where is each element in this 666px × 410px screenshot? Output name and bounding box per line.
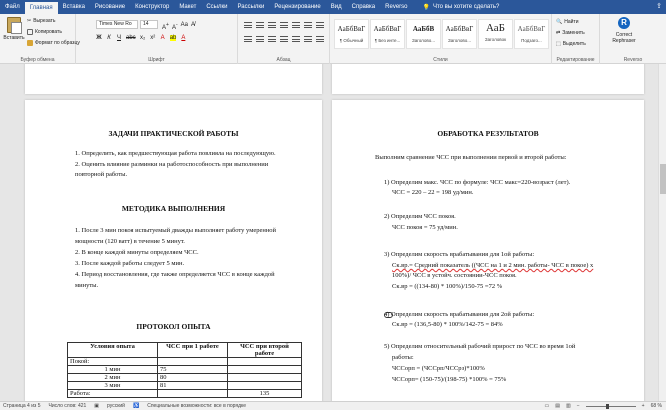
reverso-group-label: Reverso bbox=[623, 57, 643, 63]
zoom-slider[interactable] bbox=[586, 406, 636, 407]
style-name: Заголово... bbox=[412, 38, 435, 43]
heading-method: МЕТОДИКА ВЫПОЛНЕНИЯ bbox=[121, 204, 226, 213]
numbering-icon[interactable] bbox=[256, 22, 264, 28]
page-count[interactable]: Страница 4 из 5 bbox=[3, 403, 41, 409]
sort-icon[interactable] bbox=[304, 22, 312, 28]
align-right-icon[interactable] bbox=[268, 36, 276, 42]
bold-icon[interactable]: Ж bbox=[96, 35, 102, 41]
shading-icon[interactable] bbox=[304, 36, 312, 42]
language[interactable]: русский bbox=[107, 403, 125, 409]
document-page-right[interactable] bbox=[332, 100, 644, 401]
select-label: Выделить bbox=[562, 41, 586, 47]
highlight-icon[interactable]: ab bbox=[169, 35, 177, 41]
document-area bbox=[0, 64, 666, 401]
lightbulb-icon: 💡 bbox=[422, 4, 430, 11]
styles-group-label: Стили bbox=[433, 57, 448, 63]
reverso-icon: R bbox=[618, 17, 630, 29]
tab-file[interactable]: Файл bbox=[5, 4, 20, 10]
paragraph-row-1 bbox=[244, 22, 324, 28]
accessibility-icon[interactable]: ♿ bbox=[132, 403, 140, 409]
format-painter-button[interactable] bbox=[27, 40, 80, 46]
vertical-scrollbar[interactable] bbox=[658, 64, 666, 401]
tab-review[interactable]: Рецензирование bbox=[274, 4, 321, 10]
zoom-slider-knob[interactable] bbox=[606, 404, 609, 409]
tab-design[interactable]: Конструктор bbox=[135, 4, 170, 10]
tab-mailings[interactable]: Рассылки bbox=[237, 4, 265, 10]
brush-icon bbox=[27, 40, 33, 46]
results-line: 100%)/ ЧСС в устойч. состоянии-ЧСС покоя. bbox=[392, 272, 517, 279]
results-line: ЧССорп = (ЧССрп/ЧССрз)*100% bbox=[392, 365, 485, 372]
table-cell bbox=[158, 358, 228, 366]
tab-layout[interactable]: Макет bbox=[179, 4, 197, 10]
table-header: ЧСС при 1 работе bbox=[158, 343, 228, 358]
table-row bbox=[68, 358, 302, 366]
heading-tasks: ЗАДАЧИ ПРАКТИЧЕСКОЙ РАБОТЫ bbox=[108, 129, 239, 138]
grow-font-icon[interactable]: A+ bbox=[162, 22, 169, 31]
previous-page-left bbox=[25, 64, 322, 94]
table-row bbox=[68, 374, 302, 382]
replace-label: Заменить bbox=[562, 30, 585, 36]
clipboard-group bbox=[0, 14, 80, 64]
superscript-icon[interactable]: x² bbox=[150, 35, 156, 41]
results-line: 1) Определим макс. ЧСС по формуле: ЧСС макс=220-возраст (лет). bbox=[384, 179, 571, 186]
find-label: Найти bbox=[564, 19, 579, 25]
table-row bbox=[68, 390, 302, 398]
bullets-icon[interactable] bbox=[244, 22, 252, 28]
change-case-icon[interactable]: Aa bbox=[180, 22, 188, 28]
table-cell: 3 мин bbox=[68, 382, 158, 390]
table-header: Условия опыта bbox=[68, 343, 158, 358]
cut-label: Вырезать bbox=[33, 18, 56, 24]
results-line: 2) Определим ЧСС покоя. bbox=[384, 213, 456, 220]
style-name: ¶ Обычный bbox=[339, 38, 364, 43]
tab-insert[interactable]: Вставка bbox=[62, 4, 85, 10]
font-format-tools bbox=[96, 35, 186, 41]
protocol-table bbox=[67, 342, 302, 398]
font-group bbox=[76, 14, 238, 64]
line-spacing-icon[interactable] bbox=[292, 36, 300, 42]
task-line: 1. Определить, как предшествующая работа повлияла на последующую. bbox=[75, 150, 276, 157]
table-cell: 75 bbox=[158, 366, 228, 374]
table-cell: 1 мин bbox=[68, 366, 158, 374]
copy-icon bbox=[27, 29, 33, 35]
zoom-out-icon[interactable]: − bbox=[576, 403, 580, 409]
focus-mode-icon[interactable]: ▭ bbox=[544, 403, 550, 409]
font-color-icon[interactable]: A bbox=[181, 35, 186, 41]
results-line: Ск.вр.= Средний показатель ((ЧСС на 1 и 2 мин. работы- ЧСС в покое) х bbox=[392, 262, 594, 269]
table-cell: Покой: bbox=[68, 358, 158, 366]
select-button[interactable] bbox=[556, 41, 586, 47]
format-painter-label: Формат по образцу bbox=[35, 40, 80, 46]
table-cell: 81 bbox=[158, 382, 228, 390]
subscript-icon[interactable]: x₂ bbox=[140, 35, 146, 41]
borders-icon[interactable] bbox=[316, 36, 324, 42]
table-cell bbox=[228, 358, 302, 366]
previous-page-right bbox=[332, 64, 644, 94]
table-cell bbox=[158, 390, 228, 398]
paragraph-group-label: Абзац bbox=[276, 57, 291, 63]
results-line: Выполним сравнение ЧСС при выполнении первой и второй работы: bbox=[375, 154, 567, 161]
table-cell: 135 bbox=[228, 390, 302, 398]
results-line: работы: bbox=[392, 354, 414, 361]
results-line: 5) Определим относительный рабочий прирост по ЧСС во время 1ой bbox=[384, 343, 576, 350]
table-header-row bbox=[68, 343, 302, 358]
style-sample: АаБбВвГ bbox=[373, 25, 402, 33]
method-line: 2. В конце каждой минуты определяем ЧСС. bbox=[75, 249, 199, 256]
font-size-select[interactable]: 14 bbox=[140, 20, 158, 29]
zoom-level[interactable]: 68 % bbox=[650, 403, 662, 409]
table-cell: Работа: bbox=[68, 390, 158, 398]
share-icon[interactable]: ⇪ bbox=[656, 3, 662, 10]
table-cell bbox=[228, 374, 302, 382]
multilevel-icon[interactable] bbox=[268, 22, 276, 28]
method-line: 1. После 3 мин покоя испытуемый дважды выполняет работу умеренной bbox=[75, 227, 277, 234]
task-line: 2. Оценить влияние разминки на работоспособность при выполнении bbox=[75, 161, 269, 168]
justify-icon[interactable] bbox=[280, 36, 288, 42]
style-sample: АаБ bbox=[486, 22, 505, 34]
replace-button[interactable] bbox=[556, 30, 585, 36]
document-page-left[interactable] bbox=[25, 100, 322, 401]
table-cell bbox=[228, 366, 302, 374]
tab-home[interactable]: Главная bbox=[25, 2, 58, 14]
tab-view[interactable]: Вид bbox=[330, 4, 342, 10]
style-sample: АаБбВвГ bbox=[445, 25, 474, 33]
heading-protocol: ПРОТОКОЛ ОПЫТА bbox=[136, 322, 211, 331]
method-line: 3. После каждой работы следует 5 мин. bbox=[75, 260, 185, 267]
status-right bbox=[545, 403, 662, 409]
tell-me-box[interactable] bbox=[413, 4, 500, 11]
style-name: ¶ Без инте... bbox=[374, 38, 401, 43]
style-name: Заголово... bbox=[448, 38, 471, 43]
tabbar-right-tools bbox=[656, 2, 662, 10]
strikethrough-icon[interactable]: abc bbox=[126, 35, 136, 41]
copy-button[interactable] bbox=[27, 29, 62, 35]
method-line: мощности (120 ватт) в течение 5 минут. bbox=[75, 238, 185, 245]
object-anchor-icon[interactable] bbox=[384, 312, 393, 318]
table-row bbox=[68, 382, 302, 390]
results-line: 3) Определим скорость врабатывания для 1ой работы: bbox=[384, 251, 535, 258]
decrease-indent-icon[interactable] bbox=[280, 22, 288, 28]
find-button[interactable] bbox=[556, 19, 579, 25]
method-line: 4. Период восстановления, где также определяется ЧСС в конце каждой bbox=[75, 271, 275, 278]
zoom-in-icon[interactable]: + bbox=[641, 403, 645, 409]
ribbon bbox=[0, 14, 666, 64]
italic-icon[interactable]: К bbox=[107, 35, 111, 41]
tab-reverso[interactable]: Reverso bbox=[385, 4, 408, 10]
select-icon: ⬚ bbox=[556, 41, 561, 47]
status-bar bbox=[0, 401, 666, 410]
text-effects-icon[interactable]: A bbox=[160, 35, 165, 41]
replace-icon: ⇄ bbox=[556, 30, 561, 36]
results-line: ЧСС = 220 – 22 = 198 уд/мин. bbox=[392, 189, 474, 196]
font-group-label: Шрифт bbox=[148, 57, 165, 63]
style-sample: АаБбВ bbox=[412, 25, 435, 33]
align-center-icon[interactable] bbox=[256, 36, 264, 42]
tab-draw[interactable]: Рисование bbox=[94, 4, 126, 10]
search-icon: 🔍 bbox=[556, 19, 563, 25]
task-line: повторной работы. bbox=[75, 171, 128, 178]
scroll-thumb[interactable] bbox=[660, 164, 666, 194]
results-line: Ск.вр = ((134-80) * 100%)/150-75 =72 % bbox=[392, 283, 503, 290]
paragraph-group bbox=[238, 14, 330, 64]
results-line: ЧСС покоя = 75 уд/мин. bbox=[392, 224, 458, 231]
web-layout-icon[interactable]: ▥ bbox=[566, 403, 571, 409]
style-heading-2[interactable] bbox=[442, 19, 477, 49]
paste-button[interactable] bbox=[3, 17, 25, 51]
method-line: минуты. bbox=[75, 282, 99, 289]
results-line: ЧССорп= (150-75)/(198-75) *100% = 75% bbox=[392, 376, 507, 383]
scissors-icon: ✂ bbox=[27, 18, 32, 24]
font-size-tools bbox=[162, 22, 195, 31]
style-sample: АаБбВвГ bbox=[517, 25, 546, 33]
table-header: ЧСС при второй работе bbox=[228, 343, 302, 358]
align-left-icon[interactable] bbox=[244, 36, 252, 42]
table-row bbox=[68, 366, 302, 374]
ribbon-tab-bar bbox=[0, 0, 666, 14]
correct-rephraser-label: Correct Rephraser bbox=[612, 32, 636, 44]
tab-references[interactable]: Ссылки bbox=[206, 4, 228, 10]
copy-label: Копировать bbox=[35, 29, 62, 35]
style-subtitle[interactable] bbox=[514, 19, 549, 49]
style-no-spacing[interactable] bbox=[370, 19, 405, 49]
shrink-font-icon[interactable]: A- bbox=[171, 22, 178, 31]
paste-label: Вставить bbox=[3, 35, 25, 41]
style-name: Заголовок bbox=[484, 37, 507, 42]
tab-help[interactable]: Справка bbox=[351, 4, 376, 10]
print-layout-icon[interactable]: ▤ bbox=[555, 403, 561, 409]
results-line: 4) Определим скорость врабатывания для 2ой работы: bbox=[384, 311, 535, 318]
style-title[interactable] bbox=[478, 19, 513, 49]
results-line: Ск.вр = (136,5-80) * 100%/142-75 = 84% bbox=[392, 321, 503, 328]
heading-results: ОБРАБОТКА РЕЗУЛЬТАТОВ bbox=[437, 129, 539, 138]
tell-me-text: Что вы хотите сделать? bbox=[432, 4, 500, 10]
editing-group-label: Редактирование bbox=[556, 57, 595, 63]
style-normal[interactable] bbox=[334, 19, 369, 49]
font-name-select[interactable]: Times New Ro bbox=[96, 20, 138, 29]
cut-button[interactable] bbox=[27, 18, 55, 24]
paragraph-row-2 bbox=[244, 36, 324, 42]
pilcrow-icon[interactable] bbox=[316, 22, 324, 28]
style-sample: АаБбВвГ bbox=[337, 25, 366, 33]
proofing-icon[interactable]: ▣ bbox=[94, 403, 100, 409]
word-count[interactable]: Число слов: 421 bbox=[48, 403, 87, 409]
style-heading-1[interactable] bbox=[406, 19, 441, 49]
table-cell: 80 bbox=[158, 374, 228, 382]
table-cell: 2 мин bbox=[68, 374, 158, 382]
table-cell bbox=[228, 382, 302, 390]
accessibility-status[interactable]: Специальные возможности: все в порядке bbox=[147, 403, 247, 409]
correct-rephraser-button[interactable] bbox=[604, 17, 644, 44]
clipboard-icon bbox=[7, 17, 21, 33]
style-name: Подзаго... bbox=[521, 38, 542, 43]
styles-group bbox=[330, 14, 552, 64]
increase-indent-icon[interactable] bbox=[292, 22, 300, 28]
clipboard-group-label: Буфер обмена bbox=[20, 57, 55, 63]
underline-icon[interactable]: Ч bbox=[117, 35, 121, 41]
clear-format-icon[interactable]: A̸ bbox=[190, 22, 195, 28]
